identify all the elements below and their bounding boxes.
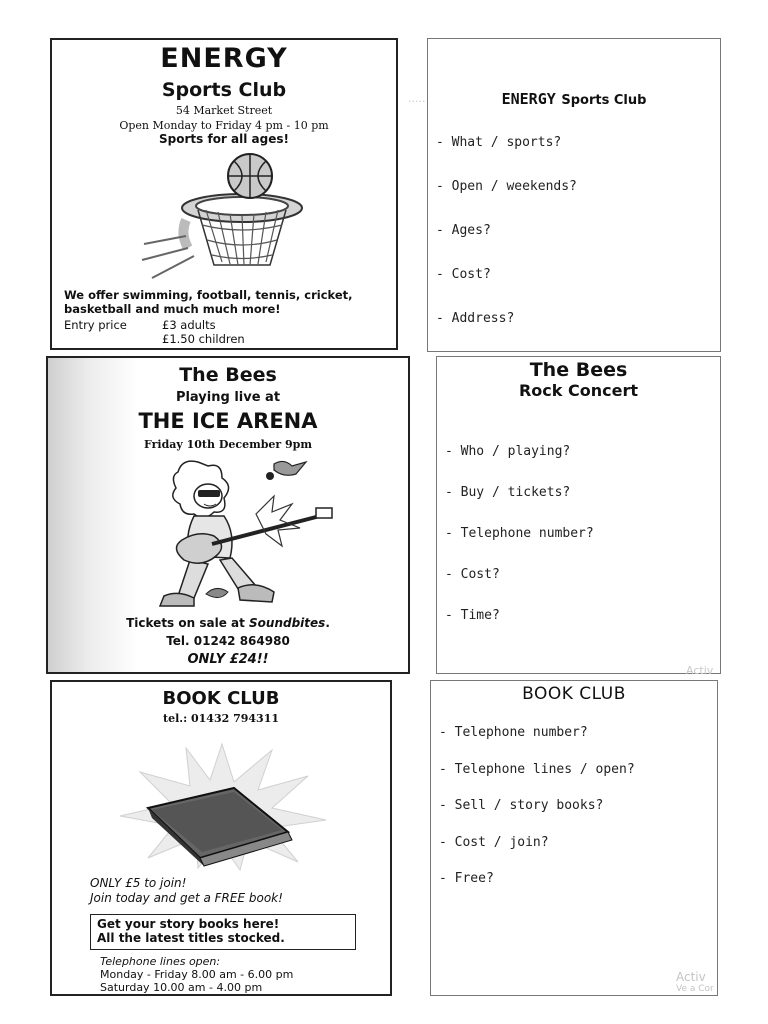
sports-ad-price-children: £1.50 children <box>162 332 245 346</box>
sports-ad-title: ENERGY <box>160 43 288 74</box>
sports-ad-subtitle: Sports Club <box>161 79 287 101</box>
book-burst-illustration <box>112 742 332 872</box>
book-question-4: - Cost / join? <box>439 835 549 850</box>
bees-ad-tickets-suffix: . <box>325 616 330 630</box>
book-question-5: - Free? <box>439 871 494 886</box>
book-ad-offer-line1: ONLY £5 to join! <box>90 876 187 890</box>
watermark-line1: Activ <box>676 970 706 984</box>
book-questions-title: BOOK CLUB <box>522 684 626 704</box>
bees-ad-subtitle: Playing live at <box>175 390 281 405</box>
book-question-1: - Telephone number? <box>439 725 588 740</box>
bees-questions-subtitle: Rock Concert <box>518 381 638 400</box>
sports-ad-tagline: Sports for all ages! <box>159 132 289 146</box>
watermark-mid: Activ <box>686 664 714 677</box>
sports-ad-price-adults: £3 adults <box>162 318 216 332</box>
sports-questions-title-bold: ENERGY <box>501 90 556 108</box>
book-ad-tel: tel.: 01432 794311 <box>163 712 279 725</box>
bees-ad-date: Friday 10th December 9pm <box>143 438 313 451</box>
sports-question-3: - Ages? <box>436 223 491 238</box>
sports-club-questions: ····· ENERGY Sports Club - What / sports? - Open / weekends? - Ages? - Cost? - Address? <box>427 38 721 352</box>
book-question-2: - Telephone lines / open? <box>439 762 635 777</box>
sports-ad-address: 54 Market Street <box>175 104 273 117</box>
bees-ad-venue: THE ICE ARENA <box>138 409 318 433</box>
guitarist-illustration <box>124 456 344 612</box>
watermark-line2: Ve a Cor <box>676 984 714 994</box>
bees-ad-title: The Bees <box>179 364 277 386</box>
bees-ad-tickets <box>48 616 408 630</box>
bees-ad-tickets-prefix: Tickets on sale at <box>126 616 250 630</box>
bees-ad-price: ONLY £24!! <box>187 652 269 667</box>
sports-ad-hours: Open Monday to Friday 4 pm - 10 pm <box>119 119 329 132</box>
book-ad-box-line2: All the latest titles stocked. <box>97 931 285 945</box>
book-ad-title: BOOK CLUB <box>162 688 280 709</box>
book-question-3: - Sell / story books? <box>439 798 604 813</box>
bees-concert-ad <box>46 356 410 674</box>
sports-ad-entry-label: Entry price <box>64 318 127 332</box>
sports-question-1: - What / sports? <box>436 135 562 150</box>
sports-question-5: - Address? <box>436 311 515 326</box>
sports-club-ad <box>50 38 398 350</box>
sports-questions-title <box>428 89 720 108</box>
book-ad-box-line1: Get your story books here! <box>97 917 280 931</box>
book-ad-offer-line2: Join today and get a FREE book! <box>90 891 283 905</box>
bees-question-5: - Time? <box>445 608 500 623</box>
bees-ad-tel: Tel. 01242 864980 <box>166 634 290 648</box>
bees-ad-tickets-shop: Soundbites <box>249 616 326 630</box>
sports-question-4: - Cost? <box>436 267 491 282</box>
book-ad-hours-weekday: Monday - Friday 8.00 am - 6.00 pm <box>100 968 294 981</box>
book-club-questions <box>430 680 718 996</box>
bees-questions-title: The Bees <box>529 359 628 381</box>
book-ad-box <box>90 914 356 950</box>
sports-ad-offer-line2: basketball and much much more! <box>64 302 281 316</box>
sports-questions-title-rest: Sports Club <box>561 93 647 108</box>
sports-question-2: - Open / weekends? <box>436 179 577 194</box>
basketball-hoop-illustration <box>142 150 312 290</box>
bees-question-4: - Cost? <box>445 567 500 582</box>
bees-question-2: - Buy / tickets? <box>445 485 571 500</box>
book-ad-hours-saturday: Saturday 10.00 am - 4.00 pm <box>100 981 263 994</box>
book-club-ad <box>50 680 392 996</box>
bees-question-3: - Telephone number? <box>445 526 594 541</box>
sports-ad-offer-line1: We offer swimming, football, tennis, cricket, <box>64 288 353 302</box>
book-ad-lines-label: Telephone lines open: <box>100 955 221 968</box>
bees-concert-questions <box>436 356 721 674</box>
bees-question-1: - Who / playing? <box>445 444 571 459</box>
